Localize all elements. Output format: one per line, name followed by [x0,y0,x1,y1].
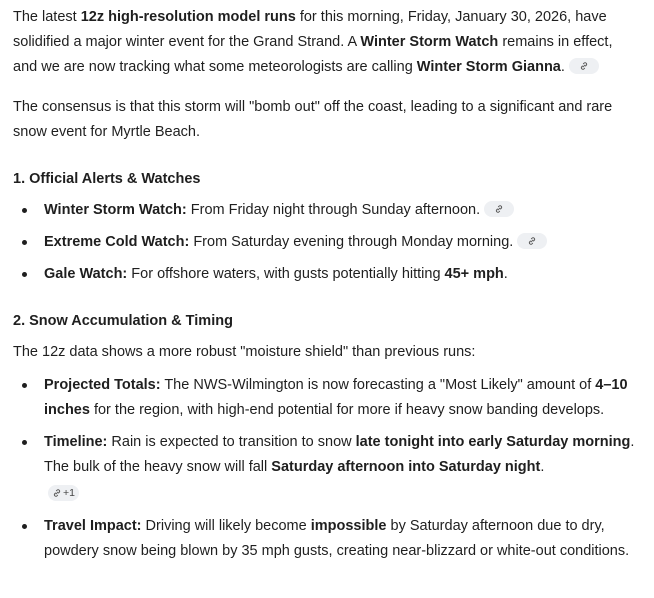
source-link-chip[interactable] [569,58,599,74]
source-link-chip[interactable] [517,233,547,249]
source-count: +1 [63,487,75,500]
list-item: Gale Watch: For offshore waters, with gusts potentially hitting 45+ mph. [13,262,638,287]
list-item: Extreme Cold Watch: From Saturday evening through Monday morning. [13,230,638,255]
link-icon [527,236,537,246]
snow-list [13,373,638,564]
alerts-list [13,198,638,287]
list-item: Projected Totals: The NWS-Wilmington is now forecasting a "Most Likely" amount of 4–10 inches for the region, with high-end potential for more if heavy snow banding develops. [13,373,638,423]
source-link-chip[interactable] [48,485,79,501]
section-intro: The 12z data shows a more robust "moisture shield" than previous runs: [13,344,476,360]
consensus-paragraph: The consensus is that this storm will "bomb out" off the coast, leading to a significant and rare snow event for Myrtle Beach. [13,99,613,140]
link-icon [494,204,504,214]
section-heading-snow: 2. Snow Accumulation & Timing [13,313,233,329]
source-link-chip[interactable] [484,201,514,217]
list-item: Timeline: Rain is expected to transition to snow late tonight into early Saturday morning. The bulk of the heavy snow will fall Saturday afternoon into Saturday night. +1 [13,430,638,507]
link-icon [52,488,62,498]
link-icon [579,61,589,71]
list-item: Travel Impact: Driving will likely become impossible by Saturday afternoon due to dry, powdery snow being blown by 35 mph gusts, creating near-blizzard or white-out conditions. [13,514,638,564]
list-item: Winter Storm Watch: From Friday night through Sunday afternoon. [13,198,638,223]
intro-paragraph: The latest 12z high-resolution model runs for this morning, Friday, January 30, 2026, have solidified a major winter event for the Grand Strand. A Winter Storm Watch remains in effect, and we are now tracking what some meteorologists are calling Winter Storm Gianna. [13,9,613,75]
section-heading-alerts: 1. Official Alerts & Watches [13,171,201,187]
